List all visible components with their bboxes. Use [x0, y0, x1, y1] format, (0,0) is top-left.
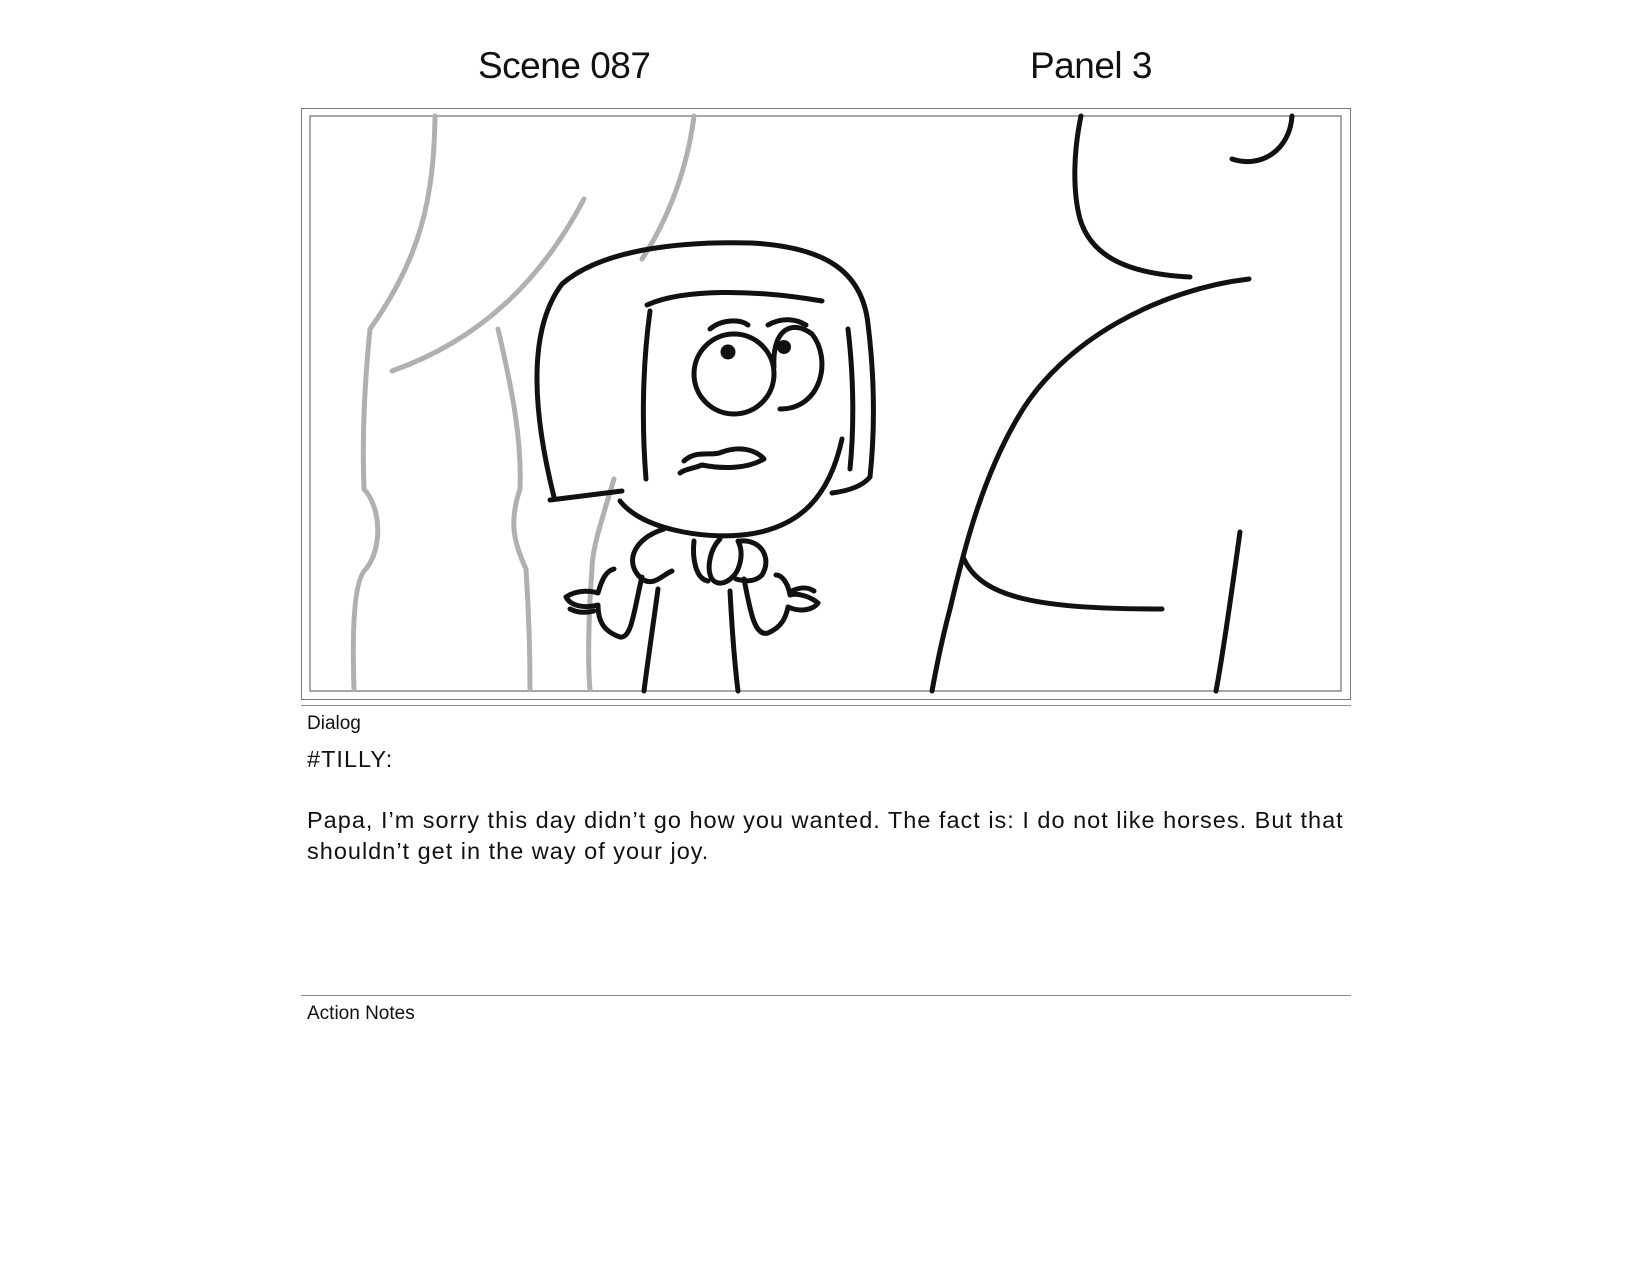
storyboard-sketch — [302, 109, 1349, 698]
dialog-divider — [301, 705, 1351, 706]
panel-title: Panel 3 — [1030, 45, 1152, 86]
storyboard-panel — [301, 108, 1351, 700]
action-notes-divider — [301, 995, 1351, 996]
inner-frame — [310, 116, 1341, 691]
action-notes-label: Action Notes — [307, 1003, 415, 1024]
dialog-text: Papa, I’m sorry this day didn’t go how you wanted. The fact is: I do not like horses. But that shouldn’t get in the way of your joy. — [307, 807, 1344, 864]
horse-body — [932, 116, 1292, 691]
dialog-speaker: #TILLY: — [307, 746, 394, 772]
scene-title: Scene 087 — [478, 45, 651, 86]
dialog-label: Dialog — [307, 713, 361, 734]
